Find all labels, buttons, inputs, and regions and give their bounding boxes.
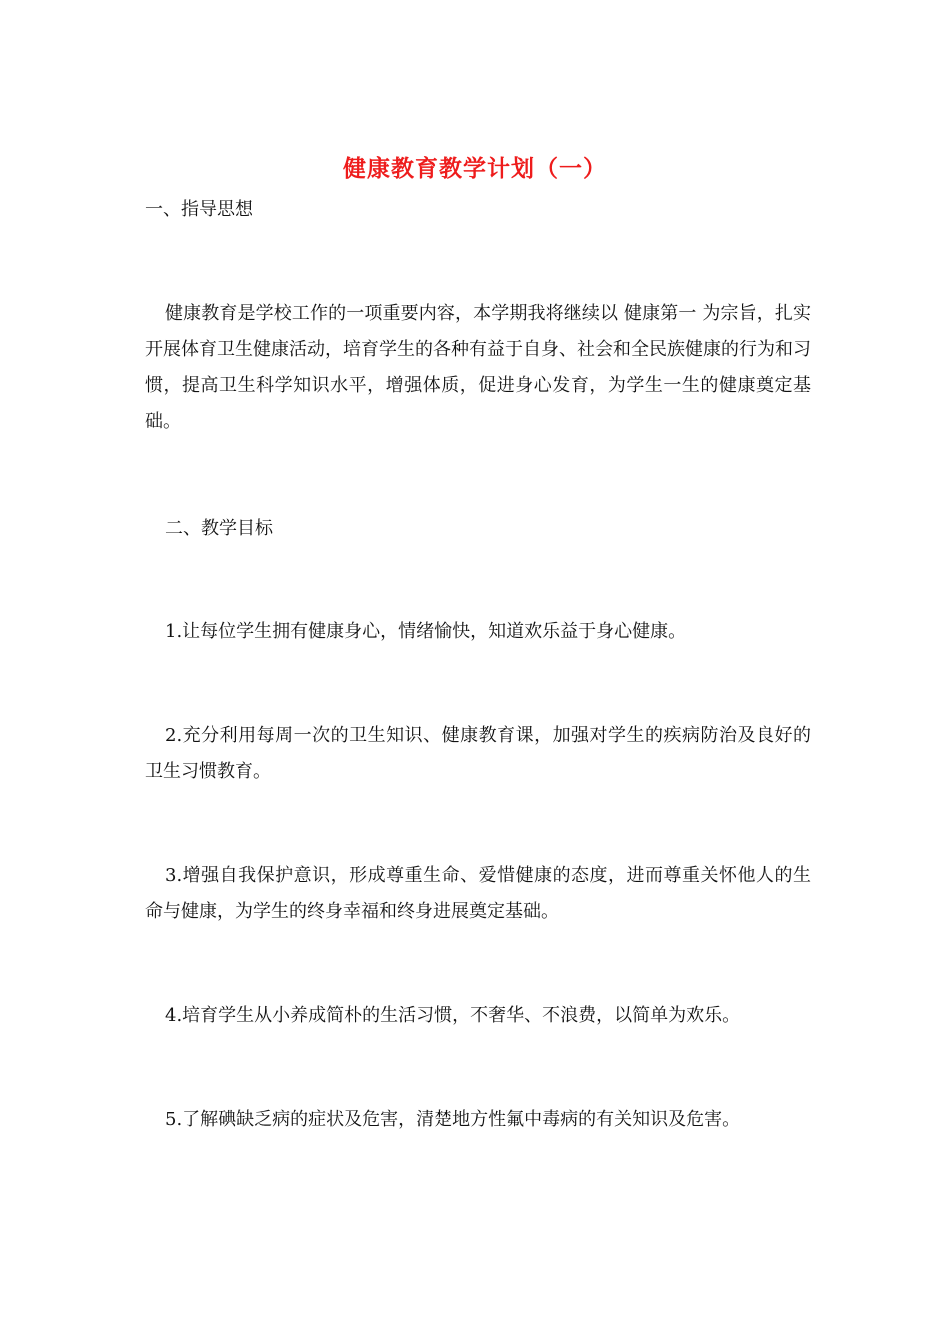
section-heading-guiding-ideology: 一、指导思想 (145, 199, 253, 220)
section-heading-teaching-goals: 二、教学目标 (165, 518, 273, 539)
goal-item-5: 5.了解碘缺乏病的症状及危害，清楚地方性氟中毒病的有关知识及危害。 (165, 1109, 741, 1130)
goal-item-3: 3.增强自我保护意识，形成尊重生命、爱惜健康的态度，进而尊重关怀他人的生命与健康，为学生的终身幸福和终身进展奠定基础。 (145, 865, 811, 922)
goal-item-1: 1.让每位学生拥有健康身心，情绪愉快，知道欢乐益于身心健康。 (165, 621, 687, 642)
goal-item-4: 4.培育学生从小养成简朴的生活习惯，不奢华、不浪费，以简单为欢乐。 (165, 1005, 741, 1026)
goal-item-2: 2.充分利用每周一次的卫生知识、健康教育课，加强对学生的疾病防治及良好的卫生习惯教育。 (145, 725, 811, 782)
guiding-ideology-paragraph: 健康教育是学校工作的一项重要内容，本学期我将继续以 健康第一 为宗旨，扎实开展体育卫生健康活动，培育学生的各种有益于自身、社会和全民族健康的行为和习惯，提高卫生科学知识水平，增强体质，促进身心发育，为学生一生的健康奠定基础。 (145, 303, 811, 432)
document-title: 健康教育教学计划（一） (343, 155, 607, 182)
